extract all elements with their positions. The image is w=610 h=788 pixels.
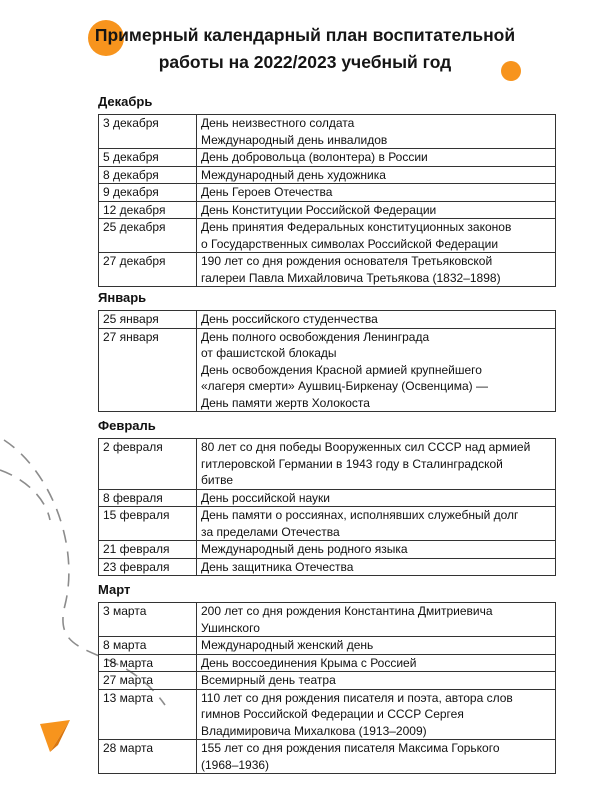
table-row [99,253,556,287]
event-date: 28 марта [99,740,197,774]
event-description: День полного освобождения Ленинграда от фашистской блокады День освобождения Красной армией крупнейшего «лагеря смерти» Аушвиц-Биркенау (Освенцима) — День памяти жертв Холокоста [197,328,556,412]
events-table-march [98,602,556,774]
table-row [99,740,556,774]
table-row [99,489,556,507]
table-row [99,219,556,253]
event-date: 27 января [99,328,197,412]
table-row [99,558,556,576]
section-heading-january: Январь [98,290,147,305]
event-date: 2 февраля [99,439,197,490]
page-title-line-2: работы на 2022/2023 учебный год [158,52,452,72]
event-date: 3 марта [99,603,197,637]
event-description: День принятия Федеральных конституционных законов о Государственных символах Российской Федерации [197,219,556,253]
event-date: 15 февраля [99,507,197,541]
event-date: 5 декабря [99,149,197,167]
event-description: День неизвестного солдата Международный день инвалидов [197,115,556,149]
page-title [0,22,610,76]
event-date: 9 декабря [99,184,197,202]
event-description: 110 лет со дня рождения писателя и поэта, автора слов гимнов Российской Федерации и СССР Сергея Владимировича Михалкова (1913–2009) [197,689,556,740]
event-description: День защитника Отечества [197,558,556,576]
event-date: 3 декабря [99,115,197,149]
event-description: День памяти о россиянах, исполнявших служебный долг за пределами Отечества [197,507,556,541]
event-date: 8 февраля [99,489,197,507]
event-description: Международный день родного языка [197,541,556,559]
table-row [99,311,556,329]
table-row [99,201,556,219]
section-heading-march: Март [98,582,131,597]
table-row [99,603,556,637]
table-row [99,507,556,541]
event-description: 190 лет со дня рождения основателя Третьяковской галереи Павла Михайловича Третьякова (1832–1898) [197,253,556,287]
event-date: 21 февраля [99,541,197,559]
event-description: День Героев Отечества [197,184,556,202]
event-description: Международный день художника [197,166,556,184]
event-description: 80 лет со дня победы Вооруженных сил СССР над армией гитлеровской Германии в 1943 году в Сталинградской битве [197,439,556,490]
events-table-january [98,310,556,412]
table-row [99,654,556,672]
event-description: 155 лет со дня рождения писателя Максима Горького (1968–1936) [197,740,556,774]
table-row [99,439,556,490]
section-heading-february: Февраль [98,418,156,433]
table-row [99,541,556,559]
table-row [99,328,556,412]
table-row [99,689,556,740]
event-date: 18 марта [99,654,197,672]
event-date: 27 декабря [99,253,197,287]
event-date: 23 февраля [99,558,197,576]
event-date: 8 декабря [99,166,197,184]
event-description: День российской науки [197,489,556,507]
paper-plane-icon [40,720,70,752]
event-description: День Конституции Российской Федерации [197,201,556,219]
decorative-dashed-curve-small [0,470,50,520]
event-date: 8 марта [99,637,197,655]
table-row [99,166,556,184]
table-row [99,184,556,202]
event-description: День добровольца (волонтера) в России [197,149,556,167]
table-row [99,672,556,690]
events-table-december [98,114,556,287]
event-date: 12 декабря [99,201,197,219]
event-date: 25 декабря [99,219,197,253]
table-row [99,149,556,167]
event-date: 13 марта [99,689,197,740]
table-row [99,115,556,149]
event-description: День российского студенчества [197,311,556,329]
table-row [99,637,556,655]
event-description: Всемирный день театра [197,672,556,690]
event-date: 27 марта [99,672,197,690]
section-heading-december: Декабрь [98,94,153,109]
event-description: Международный женский день [197,637,556,655]
event-description: День воссоединения Крыма с Россией [197,654,556,672]
event-description: 200 лет со дня рождения Константина Дмитриевича Ушинского [197,603,556,637]
events-table-february [98,438,556,576]
event-date: 25 января [99,311,197,329]
page-title-line-1: Примерный календарный план воспитательной [94,25,516,45]
